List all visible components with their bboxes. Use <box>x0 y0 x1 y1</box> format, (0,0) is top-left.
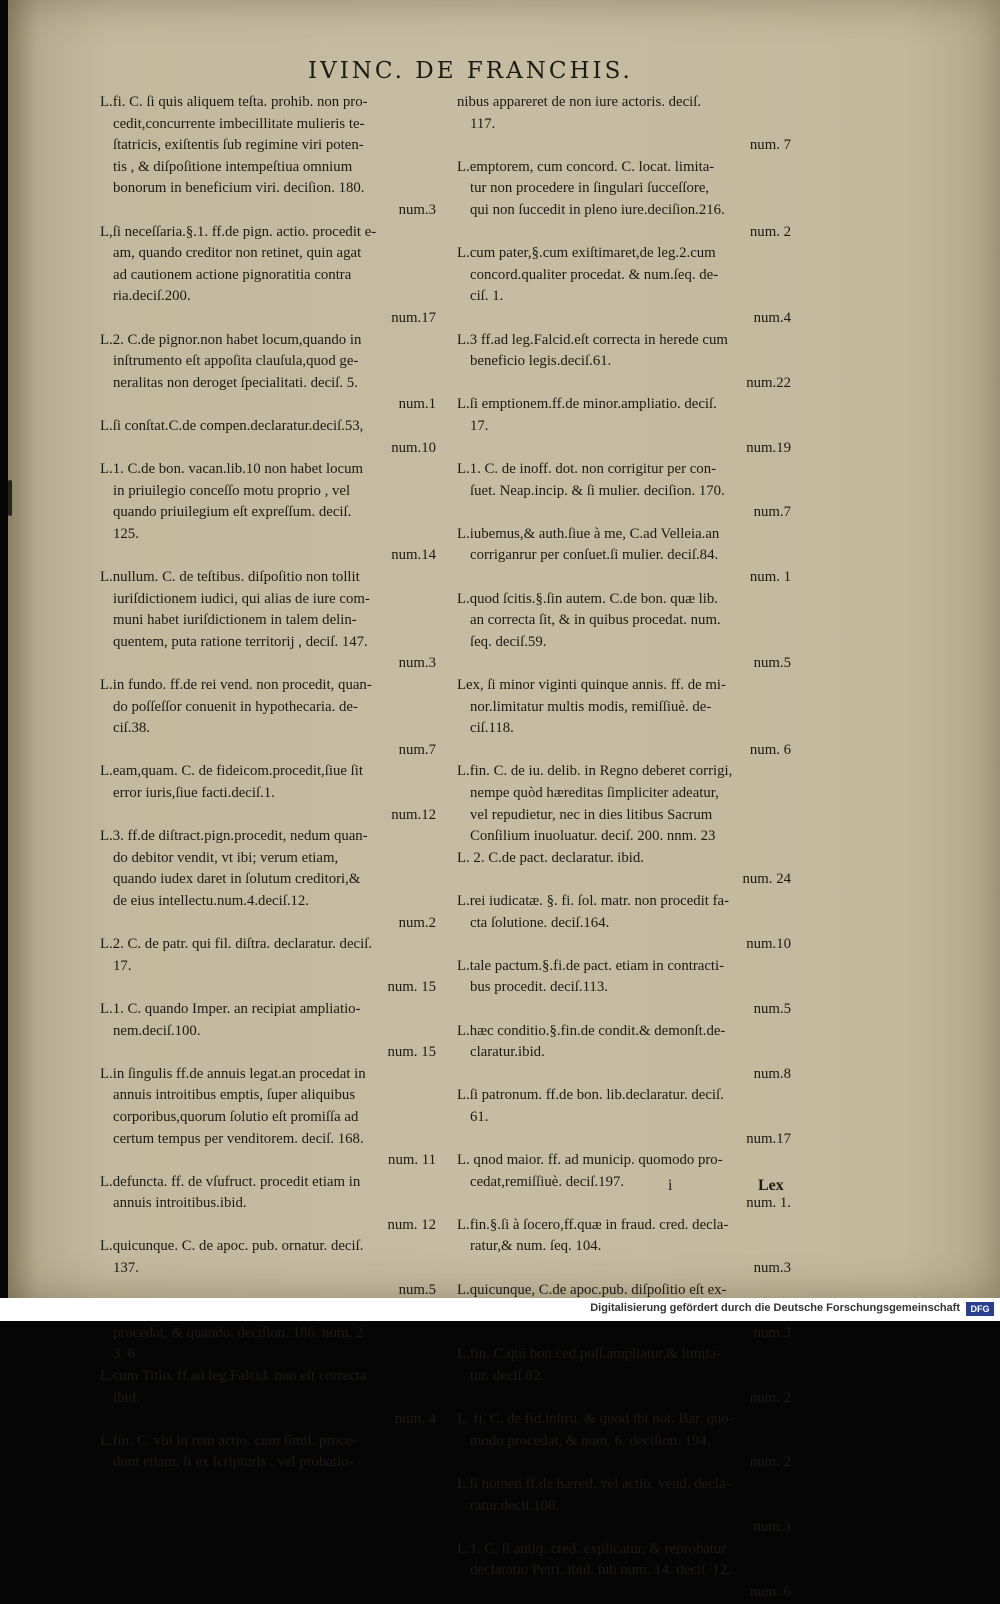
entry-line: L.1. C. ſi antiq. cred. explicatur, & reprobatur <box>457 1540 727 1557</box>
entry-line: an correcta ſit, & in quibus procedat. num. <box>470 612 721 629</box>
entry-line: num. 15 <box>387 1044 436 1061</box>
entry-line: L.2. C.de pignor.non habet locum,quando in <box>100 331 362 348</box>
entry-line: num. 15 <box>387 979 436 996</box>
entry-line: neralitas non deroget ſpecialitati. deciſ. 5. <box>113 374 358 391</box>
entry-line: num. 12 <box>387 1216 436 1233</box>
binding-mark <box>8 480 12 516</box>
entry-line: L.hæc conditio.§.fin.de condit.& demonſt.de- <box>457 1022 726 1039</box>
index-entry <box>457 1409 795 1474</box>
entry-line: declaratio Petri. ibid. ſub num. 14. deciſ. 12. <box>470 1562 731 1579</box>
entry-line: nor.limitatur multis modis, remiſſiuè. de- <box>470 698 712 715</box>
index-entry <box>100 1366 440 1431</box>
entry-line: num.7 <box>753 504 791 521</box>
index-entry <box>100 459 440 567</box>
entry-line: 125. <box>113 525 139 542</box>
entry-line: do poſſeſſor conuenit in hypothecaria. de- <box>113 698 358 715</box>
entry-line: nem.deciſ.100. <box>113 1022 201 1039</box>
entry-line: num.3 <box>398 201 436 218</box>
entry-line: L.ſi emptionem.ff.de minor.ampliatio. deciſ. <box>457 396 717 413</box>
index-entry <box>100 675 440 761</box>
entry-line: bonorum in beneficium viri. deciſion. 180. <box>113 180 365 197</box>
index-entry <box>100 92 440 222</box>
entry-line: procedat, & quando. deciſion. 186. num. 2 <box>113 1324 364 1341</box>
entry-line: L,ſi neceſſaria.§.1. ff.de pign. actio. procedit e- <box>100 223 377 240</box>
index-entry <box>457 394 795 459</box>
entry-line: 61. <box>470 1108 489 1125</box>
entry-line: L.3. ff.de diſtract.pign.procedit, nedum quan- <box>100 828 368 845</box>
entry-line: L. 2. C.de pact. declaratur. ibid. <box>457 849 644 866</box>
index-entry <box>457 675 795 761</box>
entry-line: num. 4 <box>394 1411 436 1428</box>
entry-line: num.3 <box>753 1519 791 1536</box>
entry-line: L. fi. C. de fid.inſtru. & quod ibi not. Bar. quo- <box>457 1411 734 1428</box>
index-entry <box>457 92 795 157</box>
entry-line: L.1. C.de bon. vacan.lib.10 non habet locum <box>100 461 363 478</box>
index-entry <box>457 1344 795 1409</box>
entry-line: L.cum pater,§.cum exiſtimaret,de leg.2.cum <box>457 245 716 262</box>
dfg-credit-text: Digitalisierung gefördert durch die Deutsche Forschungsgemeinschaft <box>590 1302 960 1314</box>
entry-line: bus procedit. deciſ.113. <box>470 979 608 996</box>
entry-line: L.nullum. C. de teſtibus. diſpoſitio non tollit <box>100 569 360 586</box>
entry-line: num.10 <box>391 439 436 456</box>
catchword: Lex <box>758 1177 784 1194</box>
entry-line: num.3 <box>398 655 436 672</box>
entry-line: nibus appareret de non iure actoris. deciſ. <box>457 94 702 110</box>
entry-line: num.5 <box>753 1000 791 1017</box>
entry-line: 3. 6 <box>113 1346 136 1363</box>
entry-line: tis , & diſpoſitione intempeſtiua omnium <box>113 158 353 175</box>
entry-line: quando iudex daret in ſolutum creditori,& <box>113 871 361 888</box>
running-head: IVINC. DE FRANCHIS. <box>308 58 633 84</box>
entry-line: quando priuilegium eſt expreſſum. deciſ. <box>113 504 352 521</box>
index-entry <box>100 1236 440 1301</box>
entry-line: corriganrur per conſuet.ſi mulier. deciſ.84. <box>470 547 719 564</box>
dfg-logo-icon: DFG <box>966 1302 994 1316</box>
index-entry <box>457 1539 795 1604</box>
index-entry <box>100 934 440 999</box>
entry-line: L.quod ſcitis.§.ſin autem. C.de bon. quæ lib. <box>457 590 718 607</box>
entry-line: 117. <box>470 115 496 132</box>
index-entry <box>100 826 440 934</box>
entry-line: num.17 <box>391 309 436 326</box>
entry-line: cta ſolutione. deciſ.164. <box>470 914 610 931</box>
entry-line: num.2 <box>398 914 436 931</box>
entry-line: num. 7 <box>749 137 791 154</box>
index-column-left <box>100 92 440 1474</box>
entry-line: ciſ.118. <box>470 720 514 737</box>
entry-line: modo procedat, & num. 6. deciſion. 194. <box>470 1432 711 1449</box>
index-entry <box>457 459 795 524</box>
index-entry <box>100 416 440 459</box>
entry-line: ad cautionem actione pignoratitia contra <box>113 266 352 283</box>
entry-line: ratur,& num. ſeq. 104. <box>470 1238 602 1255</box>
index-entry <box>457 524 795 589</box>
entry-line: vel repudietur, nec in dies litibus Sacrum <box>470 806 713 823</box>
entry-line: L.3 ff.ad leg.Falcid.eſt correcta in herede cum <box>457 331 728 348</box>
index-entry <box>457 848 795 891</box>
entry-line: num. 1. <box>746 1195 791 1212</box>
entry-line: ſtatricis, exiſtentis ſub regimine viri poten- <box>113 137 364 154</box>
entry-line: nempe quòd hæreditas ſimpliciter adeatur, <box>470 785 719 801</box>
entry-line: num.1 <box>398 396 436 413</box>
entry-line: annuis introitibus.ibid. <box>113 1195 247 1212</box>
entry-line: inſtrumento eſt appoſita clauſula,quod ge- <box>113 353 359 370</box>
entry-line: ratur.deciſ.108. <box>470 1497 560 1514</box>
entry-line: L.rei iudicatæ. §. fi. ſol. matr. non procedit fa- <box>457 892 730 909</box>
entry-line: L.ſi conſtat.C.de compen.declaratur.deciſ.53, <box>100 417 364 434</box>
entry-line: num. 6 <box>749 1583 791 1600</box>
index-entry <box>457 891 795 956</box>
dfg-credit-bar <box>0 1298 1000 1321</box>
index-entry <box>100 1431 440 1474</box>
entry-line: num.17 <box>746 1130 791 1147</box>
entry-line: num.14 <box>391 547 436 564</box>
entry-line: num.5 <box>753 655 791 672</box>
entry-line: L.1. C. de inoff. dot. non corrigitur per con- <box>457 461 717 478</box>
entry-line: L.defuncta. ff. de vſufruct. procedit etiam in <box>100 1173 361 1190</box>
entry-line: num.22 <box>746 374 791 391</box>
index-entry <box>457 761 795 847</box>
entry-line: 17. <box>470 417 489 434</box>
index-entry <box>100 1172 440 1237</box>
entry-line: iuriſdictionem iudici, qui alias de iure com- <box>113 590 370 607</box>
entry-line: de eius intellectu.num.4.deciſ.12. <box>113 892 310 909</box>
entry-line: num. 24 <box>742 871 791 888</box>
entry-line: annuis introitibus emptis, ſuper aliquibus <box>113 1087 356 1104</box>
entry-line: ciſ.38. <box>113 720 150 737</box>
entry-line: concord.qualiter procedat. & num.ſeq. de- <box>470 266 719 283</box>
index-entry <box>457 1474 795 1539</box>
entry-line: num.19 <box>746 439 791 456</box>
entry-line: L.quicunque, C.de apoc.pub. diſpoſitio eſt ex- <box>457 1281 727 1298</box>
entry-line: L. qnod maior. ff. ad municip. quomodo pro- <box>457 1152 723 1169</box>
index-entry <box>457 956 795 1021</box>
entry-line: num.4 <box>753 309 791 326</box>
entry-line: tur non procedere in ſingulari ſucceſſore, <box>470 180 710 197</box>
entry-line: tur. deciſ.82. <box>470 1368 544 1385</box>
entry-line: Lex, ſi minor viginti quinque annis. ff. de mi- <box>457 677 726 694</box>
index-entry <box>100 330 440 416</box>
index-entry <box>100 761 440 826</box>
entry-line: 17. <box>113 957 132 974</box>
entry-line: num.7 <box>398 741 436 758</box>
entry-line: num.12 <box>391 806 436 823</box>
index-entry <box>457 157 795 243</box>
entry-line: claratur.ibid. <box>470 1044 545 1061</box>
entry-line: 137. <box>113 1260 139 1277</box>
index-entry <box>100 567 440 675</box>
entry-line: dunt etiam, ſi ex ſcripturis , vel probatio- <box>113 1454 354 1471</box>
index-entry <box>100 1064 440 1172</box>
entry-line: ciſ. 1. <box>470 288 504 305</box>
entry-line: cedat,remiſſiuè. deciſ.197. <box>470 1173 625 1190</box>
entry-line: L.fin. C. vbi in rem actio. cum ſimil. proce- <box>100 1432 357 1449</box>
index-entry <box>457 1085 795 1150</box>
entry-line: num. 6 <box>749 741 791 758</box>
entry-line: L.fin.§.ſi à ſocero,ff.quæ in fraud. cred. decla- <box>457 1216 729 1233</box>
entry-line: am, quando creditor non retinet, quin agat <box>113 245 362 262</box>
index-entry <box>457 1215 795 1280</box>
entry-line: ſuet. Neap.incip. & ſi mulier. deciſion. 170. <box>470 482 725 499</box>
entry-line: num.3 <box>753 1324 791 1341</box>
index-column-right <box>457 92 795 1604</box>
entry-line: num.5 <box>398 1281 436 1298</box>
entry-line: L.tale pactum.§.fi.de pact. etiam in contracti- <box>457 957 725 974</box>
entry-line: num.3 <box>753 1260 791 1277</box>
entry-line: L.cum Titio. ff.ad leg.Falcid. non eſt correcta. <box>100 1368 371 1385</box>
index-entry <box>100 222 440 330</box>
entry-line: num. 11 <box>388 1152 436 1169</box>
entry-line: muni habet iuriſdictionem in talem delin- <box>113 612 357 629</box>
signature-mark: i <box>668 1177 673 1194</box>
index-entry <box>457 1150 795 1215</box>
entry-line: certum tempus per venditorem. deciſ. 168. <box>113 1130 364 1147</box>
index-entry <box>100 999 440 1064</box>
entry-line: num. 1 <box>749 569 791 586</box>
entry-line: L.emptorem, cum concord. C. locat. limita- <box>457 158 715 175</box>
entry-line: num. 2 <box>749 223 791 240</box>
entry-line: ſeq. deciſ.59. <box>470 633 547 650</box>
entry-line: L.ſi nomen.ff.de hæred. vel actio. vend. decla- <box>457 1476 731 1492</box>
entry-line: L.1. C. quando Imper. an recipiat ampliatio- <box>100 1000 361 1017</box>
entry-line: qui non ſuccedit in pleno iure.deciſion.216. <box>470 201 725 218</box>
index-entry <box>457 589 795 675</box>
entry-line: num. 2 <box>749 1454 791 1471</box>
entry-line: L.ſi patronum. ff.de bon. lib.declaratur. deciſ. <box>457 1087 724 1104</box>
entry-line: L,fin. C.qui bon.ced.poſſ.ampliatur,& limita- <box>457 1346 722 1363</box>
entry-line: error iuris,ſiue facti.deciſ.1. <box>113 785 275 801</box>
index-entry <box>457 243 795 329</box>
entry-line: quentem, puta ratione territorij , deciſ. 147. <box>113 633 368 650</box>
index-entry <box>457 330 795 395</box>
entry-line: ria.deciſ.200. <box>113 288 191 305</box>
entry-line: L.quicunque. C. de apoc. pub. ornatur. deciſ. <box>100 1238 364 1255</box>
entry-line: cedit,concurrente imbecillitate mulieris te- <box>113 115 365 132</box>
entry-line: L.fin. C. de iu. delib. in Regno deberet corrigi, <box>457 763 733 780</box>
entry-line: beneficio legis.deciſ.61. <box>470 353 612 370</box>
entry-line: L.fi. C. ſi quis aliquem teſta. prohib. non pro- <box>100 94 368 110</box>
entry-line: in priuilegio conceſſo motu proprio , vel <box>113 482 351 499</box>
entry-line: corporibus,quorum ſolutio eſt promiſſa ad <box>113 1108 359 1125</box>
entry-line: num.10 <box>746 936 791 953</box>
entry-line: L.in ſingulis ff.de annuis legat.an procedat in <box>100 1065 366 1082</box>
entry-line: ibid. <box>113 1389 140 1406</box>
entry-line: L.iubemus,& auth.ſiue à me, C.ad Velleia.an <box>457 525 720 542</box>
entry-line: do debitor vendit, vt ibi; verum etiam, <box>113 849 339 866</box>
entry-line: L.in fundo. ff.de rei vend. non procedit, quan- <box>100 677 372 694</box>
entry-line: L.eam,quam. C. de fideicom.procedit,ſiue ſit <box>100 763 363 780</box>
entry-line: L.2. C. de patr. qui fil. diſtra. declaratur. deciſ. <box>100 936 373 953</box>
entry-line: num.8 <box>753 1065 791 1082</box>
entry-line: Conſilium inuoluatur. deciſ. 200. nnm. 23 <box>470 828 716 845</box>
index-entry <box>457 1021 795 1086</box>
entry-line: num. 2 <box>749 1389 791 1406</box>
